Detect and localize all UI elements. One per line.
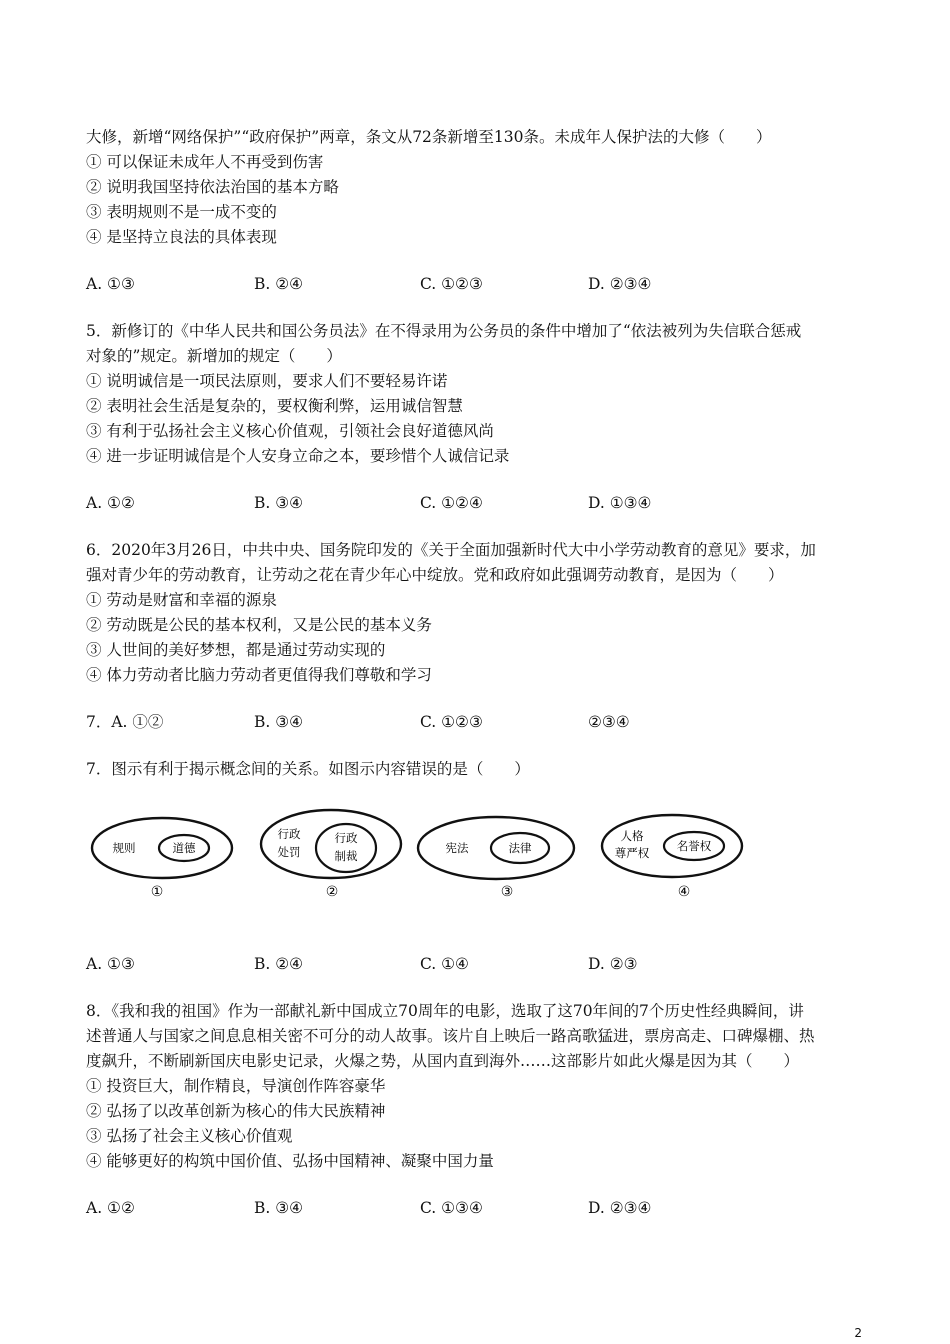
q5-stem-line-1: 5．新修订的《中华人民共和国公务员法》在不得录用为公务员的条件中增加了“依法被列为失信联合惩戒 bbox=[86, 322, 802, 340]
q4-item-2: ② 说明我国坚持依法治国的基本方略 bbox=[86, 178, 339, 196]
q4-stem: 大修，新增“网络保护”“政府保护”两章，条文从72条新增至130条。未成年人保护法的大修（ ） bbox=[86, 128, 772, 146]
q4-option-b: B. ②④ bbox=[254, 275, 304, 293]
q6-options bbox=[86, 712, 846, 732]
q5-options bbox=[86, 493, 846, 513]
q5-option-c: C. ①②④ bbox=[420, 494, 483, 512]
diagram-3-inner-label: 法律 bbox=[508, 841, 532, 855]
q5-option-b: B. ③④ bbox=[254, 494, 304, 512]
q8-option-d: D. ②③④ bbox=[588, 1199, 652, 1217]
q4-item-4: ④ 是坚持立良法的具体表现 bbox=[86, 228, 277, 246]
q5-item-1: ① 说明诚信是一项民法原则，要求人们不要轻易许诺 bbox=[86, 372, 448, 390]
q8-stem-line-2: 述普通人与国家之间息息相关密不可分的动人故事。该片自上映后一路高歌猛进，票房高走、口碑爆棚、热 bbox=[86, 1027, 815, 1045]
diagram-2-number: ② bbox=[325, 884, 339, 900]
q7-option-a: A. ①③ bbox=[86, 955, 135, 973]
q5-option-a: A. ①② bbox=[86, 494, 135, 512]
diagram-3-outer-label: 宪法 bbox=[445, 841, 469, 855]
diagram-1-number: ① bbox=[150, 884, 164, 900]
q7-options bbox=[86, 954, 846, 974]
q8-item-3: ③ 弘扬了社会主义核心价值观 bbox=[86, 1127, 293, 1145]
q5-stem-line-2: 对象的”规定。新增加的规定（ ） bbox=[86, 347, 342, 365]
diagram-4-inner-label: 名誉权 bbox=[676, 839, 712, 853]
diagram-1-inner-label: 道德 bbox=[172, 841, 196, 855]
q4-item-1: ① 可以保证未成年人不再受到伤害 bbox=[86, 153, 324, 171]
q8-item-2: ② 弘扬了以改革创新为核心的伟大民族精神 bbox=[86, 1102, 386, 1120]
q7-option-d: D. ②③ bbox=[588, 955, 638, 973]
diagram-4-outer-label-1: 人格 bbox=[620, 829, 644, 843]
q4-options bbox=[86, 274, 846, 294]
q4-option-a: A. ①③ bbox=[86, 275, 135, 293]
q5-item-2: ② 表明社会生活是复杂的，要权衡利弊，运用诚信智慧 bbox=[86, 397, 463, 415]
diagram-2-inner-label-1: 行政 bbox=[334, 831, 358, 845]
diagram-3-number: ③ bbox=[500, 884, 514, 900]
q7-stem: 7．图示有利于揭示概念间的关系。如图示内容错误的是（ ） bbox=[86, 760, 530, 778]
q8-option-a: A. ①② bbox=[86, 1199, 135, 1217]
page-number: 2 bbox=[854, 1326, 862, 1340]
diagram-2 bbox=[261, 810, 401, 900]
diagram-4-number: ④ bbox=[677, 884, 691, 900]
q6-option-d: ②③④ bbox=[588, 713, 630, 731]
q6-option-c: C. ①②③ bbox=[420, 713, 483, 731]
diagram-3 bbox=[418, 817, 574, 900]
q8-stem-line-3: 度飙升，不断刷新国庆电影史记录，火爆之势，从国内直到海外……这部影片如此火爆是因为其（ ） bbox=[86, 1052, 800, 1070]
q7-option-c: C. ①④ bbox=[420, 955, 469, 973]
q8-item-4: ④ 能够更好的构筑中国价值、弘扬中国精神、凝聚中国力量 bbox=[86, 1152, 494, 1170]
q5-option-d: D. ①③④ bbox=[588, 494, 652, 512]
q6-stem-line-2: 强对青少年的劳动教育，让劳动之花在青少年心中绽放。党和政府如此强调劳动教育，是因为（ ） bbox=[86, 566, 784, 584]
q7-option-b: B. ②④ bbox=[254, 955, 304, 973]
q8-option-b: B. ③④ bbox=[254, 1199, 304, 1217]
q6-item-4: ④ 体力劳动者比脑力劳动者更值得我们尊敬和学习 bbox=[86, 666, 432, 684]
q8-item-1: ① 投资巨大，制作精良，导演创作阵容豪华 bbox=[86, 1077, 386, 1095]
q4-option-d: D. ②③④ bbox=[588, 275, 652, 293]
diagram-1-outer-label: 规则 bbox=[112, 841, 136, 855]
q4-item-3: ③ 表明规则不是一成不变的 bbox=[86, 203, 277, 221]
q6-option-a: 7．A. ①② bbox=[86, 713, 164, 731]
q6-item-2: ② 劳动既是公民的基本权利，又是公民的基本义务 bbox=[86, 616, 432, 634]
diagram-4 bbox=[602, 815, 742, 900]
diagram-2-outer-label-2: 处罚 bbox=[277, 845, 301, 859]
q6-item-3: ③ 人世间的美好梦想，都是通过劳动实现的 bbox=[86, 641, 386, 659]
q6-item-1: ① 劳动是财富和幸福的源泉 bbox=[86, 591, 277, 609]
diagram-1 bbox=[92, 818, 232, 900]
diagram-4-outer-label-2: 尊严权 bbox=[614, 846, 650, 860]
q6-option-b: B. ③④ bbox=[254, 713, 304, 731]
diagram-2-outer-label-1: 行政 bbox=[277, 827, 301, 841]
q4-option-c: C. ①②③ bbox=[420, 275, 483, 293]
q8-stem-line-1: 8．《我和我的祖国》作为一部献礼新中国成立70周年的电影，选取了这70年间的7个历史性经典瞬间，讲 bbox=[86, 1002, 804, 1020]
diagram-2-inner-label-2: 制裁 bbox=[334, 849, 358, 863]
q8-option-c: C. ①③④ bbox=[420, 1199, 483, 1217]
q5-item-3: ③ 有利于弘扬社会主义核心价值观，引领社会良好道德风尚 bbox=[86, 422, 494, 440]
q7-concept-diagrams bbox=[86, 808, 756, 908]
q8-options bbox=[86, 1198, 846, 1218]
q5-item-4: ④ 进一步证明诚信是个人安身立命之本，要珍惜个人诚信记录 bbox=[86, 447, 510, 465]
q6-stem-line-1: 6．2020年3月26日，中共中央、国务院印发的《关于全面加强新时代大中小学劳动教育的意见》要求，加 bbox=[86, 541, 816, 559]
